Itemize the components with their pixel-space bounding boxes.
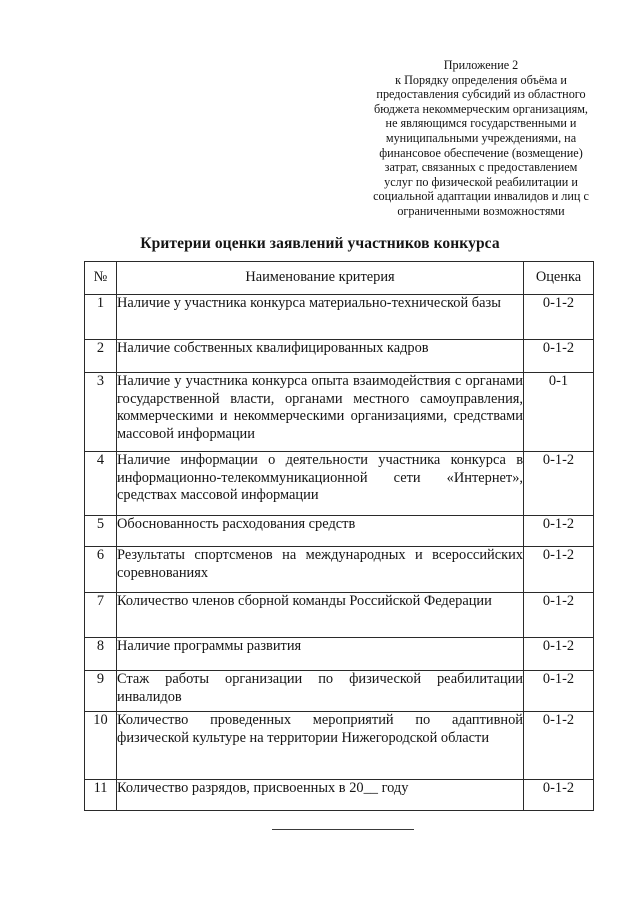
- appendix-line: финансовое обеспечение (возмещение): [379, 145, 583, 160]
- criterion-name: Результаты спортсменов на международных и всероссийских соревнованиях: [117, 547, 524, 593]
- criterion-score: 0-1-2: [524, 593, 594, 638]
- header-score: Оценка: [524, 262, 594, 295]
- table-row: [85, 547, 594, 593]
- header-number: №: [85, 262, 117, 295]
- criterion-name: Наличие у участника конкурса материально-технической базы: [117, 295, 524, 340]
- criterion-name: Наличие программы развития: [117, 638, 524, 671]
- table-row: [85, 452, 594, 516]
- appendix-line: затрат, связанных с предоставлением: [384, 160, 578, 175]
- table-row: [85, 712, 594, 780]
- header-criterion-name: Наименование критерия: [117, 262, 524, 295]
- table-row: [85, 593, 594, 638]
- criterion-name: Количество разрядов, присвоенных в 20__ году: [117, 780, 524, 811]
- criterion-name: Количество проведенных мероприятий по адаптивной физической культуре на территории Нижегородской области: [117, 712, 524, 780]
- criterion-score: 0-1-2: [524, 340, 594, 373]
- criterion-score: 0-1-2: [524, 780, 594, 811]
- criterion-score: 0-1: [524, 373, 594, 452]
- table-row: [85, 638, 594, 671]
- criterion-name: Обоснованность расходования средств: [117, 516, 524, 547]
- row-number: 8: [85, 638, 117, 671]
- row-number: 5: [85, 516, 117, 547]
- appendix-line: услуг по физической реабилитации и: [384, 174, 578, 189]
- criterion-name: Наличие у участника конкурса опыта взаимодействия с органами государственной власти, органами местного самоуправления, коммерческими и некоммерческими организациями, средствами массовой информации: [117, 373, 524, 452]
- row-number: 6: [85, 547, 117, 593]
- row-number: 10: [85, 712, 117, 780]
- appendix-line: ограниченными возможностями: [397, 203, 565, 218]
- row-number: 4: [85, 452, 117, 516]
- criterion-score: 0-1-2: [524, 516, 594, 547]
- row-number: 7: [85, 593, 117, 638]
- table-row: [85, 780, 594, 811]
- table-row: [85, 340, 594, 373]
- table-row: [85, 295, 594, 340]
- criterion-name: Стаж работы организации по физической реабилитации инвалидов: [117, 671, 524, 712]
- document-title: Критерии оценки заявлений участников конкурса: [140, 235, 500, 252]
- appendix-header: [355, 58, 607, 219]
- table-header-row: [85, 262, 594, 295]
- row-number: 1: [85, 295, 117, 340]
- criterion-name: Наличие собственных квалифицированных кадров: [117, 340, 524, 373]
- criterion-score: 0-1-2: [524, 547, 594, 593]
- criterion-score: 0-1-2: [524, 295, 594, 340]
- appendix-line: Приложение 2: [443, 58, 519, 72]
- row-number: 2: [85, 340, 117, 373]
- appendix-line: предоставления субсидий из областного: [376, 87, 586, 102]
- criterion-name: Наличие информации о деятельности участника конкурса в информационно-телекоммуникационной сети «Интернет», средствах массовой информации: [117, 452, 524, 516]
- criterion-score: 0-1-2: [524, 712, 594, 780]
- table-row: [85, 373, 594, 452]
- criteria-table: [84, 261, 594, 811]
- row-number: 3: [85, 373, 117, 452]
- criterion-score: 0-1-2: [524, 452, 594, 516]
- table-row: [85, 671, 594, 712]
- appendix-line: муниципальными учреждениями, на: [385, 130, 577, 145]
- appendix-line: не являющимся государственными и: [385, 116, 577, 131]
- closing-rule-divider: [272, 829, 414, 830]
- criterion-score: 0-1-2: [524, 671, 594, 712]
- row-number: 9: [85, 671, 117, 712]
- appendix-line: социальной адаптации инвалидов и лиц с: [373, 189, 589, 204]
- criterion-name: Количество членов сборной команды Российской Федерации: [117, 593, 524, 638]
- appendix-line: к Порядку определения объёма и: [395, 72, 567, 87]
- row-number: 11: [85, 780, 117, 811]
- appendix-line: бюджета некоммерческим организациям,: [374, 101, 588, 116]
- table-row: [85, 516, 594, 547]
- criterion-score: 0-1-2: [524, 638, 594, 671]
